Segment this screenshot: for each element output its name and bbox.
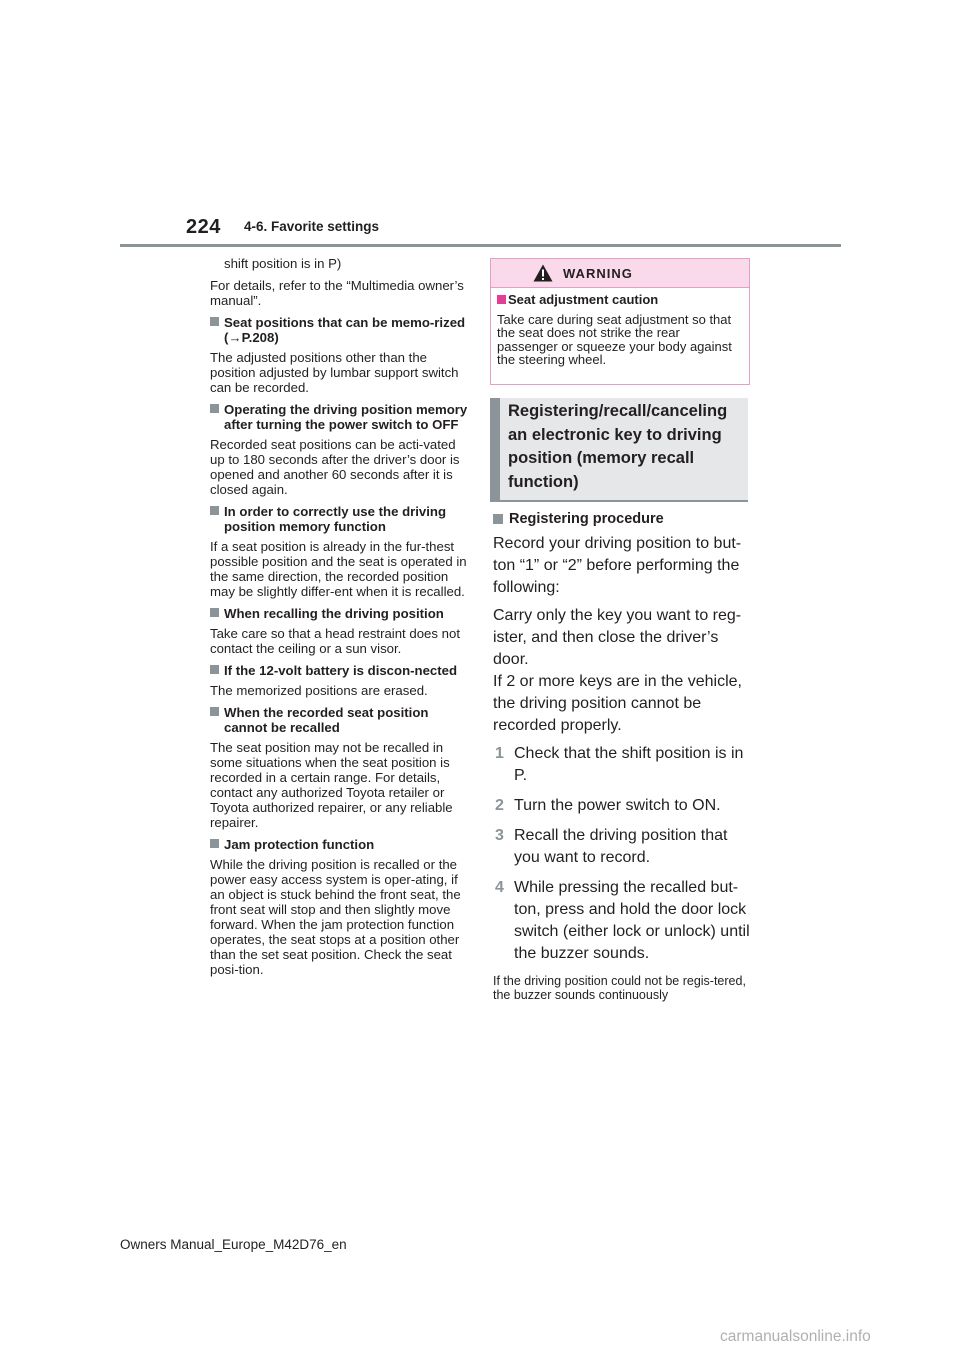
watermark: carmanualsonline.info: [720, 1328, 871, 1345]
intro-details: For details, refer to the “Multimedia owner’s manual”.: [210, 278, 464, 308]
body-cannot-recall: The seat position may not be recalled in some situations when the seat position is recorded in a certain range. For details, contact any authorized Toyota retailer or Toyota authorized repairer, or any reliable repairer.: [210, 740, 453, 830]
step-number: 1: [495, 745, 504, 762]
subheading-registering: Registering procedure: [493, 509, 751, 529]
square-bullet-icon: [497, 295, 506, 304]
header-divider: [120, 244, 841, 247]
subheading-recalling: When recalling the driving position: [210, 606, 468, 621]
subheading-memory-after-off: Operating the driving position memory after turning the power switch to OFF: [210, 402, 468, 432]
subheading-cannot-recall: When the recorded seat position cannot be recalled: [210, 705, 468, 735]
page-number: 224: [186, 216, 221, 238]
step-number: 3: [495, 827, 504, 844]
section-heading-box: [490, 398, 748, 502]
step-number: 4: [495, 879, 504, 896]
square-bullet-icon: [210, 665, 219, 674]
step-1: 1 Check that the shift position is in P.: [495, 745, 744, 784]
registering-note: If the driving position could not be regis-tered, the buzzer sounds continuously: [493, 974, 746, 1002]
square-bullet-icon: [210, 404, 219, 413]
step-4: 4 While pressing the recalled but-ton, press and hold the door lock switch (either lock or unlock) until the buzzer sounds.: [495, 879, 750, 962]
warning-triangle-icon: [533, 264, 553, 282]
square-bullet-icon: [210, 317, 219, 326]
subheading-memorizable-positions: Seat positions that can be memo-rized (→P.208): [210, 315, 468, 345]
warning-header: [491, 259, 749, 288]
step-3: 3 Recall the driving position that you want to record.: [495, 827, 728, 866]
body-battery: The memorized positions are erased.: [210, 683, 428, 698]
subheading-correct-use: In order to correctly use the driving position memory function: [210, 504, 468, 534]
square-bullet-icon: [210, 506, 219, 515]
body-recalling: Take care so that a head restraint does not contact the ceiling or a sun visor.: [210, 626, 460, 656]
registering-intro: Record your driving position to but-ton “1” or “2” before performing the following:: [493, 535, 742, 596]
square-bullet-icon: [210, 839, 219, 848]
subheading-jam-protection: Jam protection function: [210, 837, 468, 852]
body-jam-protection: While the driving position is recalled or the power easy access system is oper-ating, if an object is stuck behind the front seat, the front seat will stop and then slightly move forward. When the jam protection function operates, the seat stops at a position other than the set seat position. Check the seat posi-tion.: [210, 857, 461, 977]
body-correct-use: If a seat position is already in the fur-thest possible position and the seat is operated in the same direction, the recorded position may be slightly differ-ent when it is recalled.: [210, 539, 467, 599]
intro-continuation: shift position is in P): [224, 256, 342, 271]
registering-multiple-keys: If 2 or more keys are in the vehicle, the driving position cannot be recorded properly.: [493, 673, 742, 734]
square-bullet-icon: [210, 608, 219, 617]
footer-text: Owners Manual_Europe_M42D76_en: [120, 1237, 347, 1252]
body-memory-after-off: Recorded seat positions can be acti-vated up to 180 seconds after the driver’s door is opened and another 60 seconds after it is closed again.: [210, 437, 460, 497]
registering-carry-key: Carry only the key you want to reg-ister, and then close the driver’s door.: [493, 607, 742, 668]
warning-subheading: Seat adjustment caution: [497, 293, 743, 307]
square-bullet-icon: [210, 707, 219, 716]
section-heading: Registering/recall/canceling an electronic key to driving position (memory recall function): [508, 402, 728, 491]
square-bullet-icon: [493, 514, 503, 524]
right-column: [493, 509, 751, 1002]
warning-box: [490, 258, 750, 385]
subheading-battery: If the 12-volt battery is discon-nected: [210, 663, 468, 678]
section-title: 4-6. Favorite settings: [244, 219, 380, 234]
left-column: [210, 256, 468, 984]
heading-accent-bar: [490, 398, 500, 502]
step-2: 2 Turn the power switch to ON.: [493, 795, 751, 817]
body-memorizable-positions: The adjusted positions other than the position adjusted by lumbar support switch can be recorded.: [210, 350, 459, 395]
warning-text: Take care during seat adjustment so that the seat does not strike the rear passenger or squeeze your body against the steering wheel.: [497, 311, 732, 367]
warning-title: WARNING: [563, 266, 633, 281]
step-number: 2: [495, 797, 504, 814]
